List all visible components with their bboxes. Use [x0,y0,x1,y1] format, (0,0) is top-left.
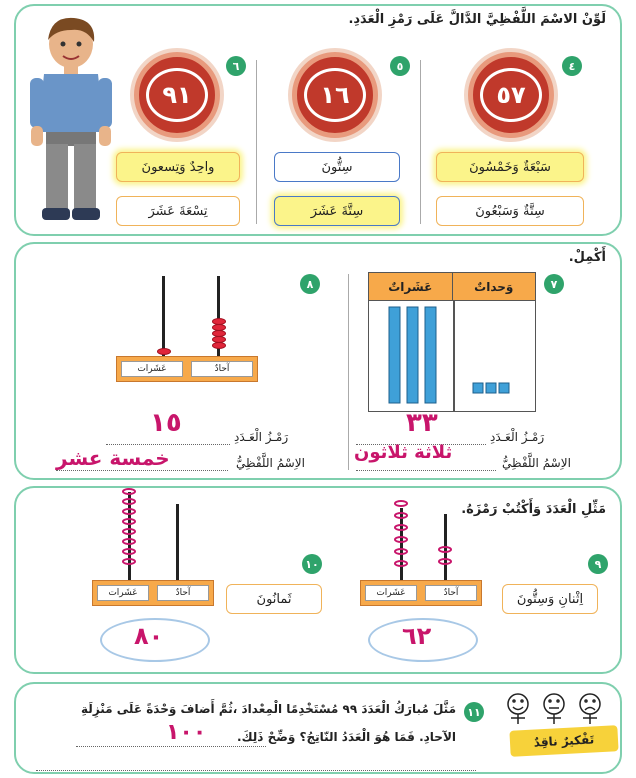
word-62: اِثْنانِ وَسِتُّونَ [502,584,598,614]
option-57-wrong[interactable]: سِتَّةٌ وَسَبْعُونَ [436,196,584,226]
name-label-7: الاِسْمُ اللَّفْظِيُّ [502,456,571,470]
bead [394,548,408,555]
option-57-correct[interactable]: سَبْعَةٌ وَخَمْسُونَ [436,152,584,182]
number-circle-91 [134,52,220,138]
abacus-rod-tens [162,276,165,356]
bead [438,558,452,565]
abacus-base [360,580,482,606]
section-complete [14,242,622,480]
question-4-badge: ٤ [562,56,582,76]
bead [438,546,452,553]
section-represent [14,486,622,674]
bead [122,498,136,505]
question-9-badge: ٩ [588,554,608,574]
name-label-8: الاِسْمُ اللَّفْظِيُّ [236,456,305,470]
name-line-7 [356,470,496,471]
abacus-base [92,580,214,606]
bead [394,512,408,519]
bead [394,524,408,531]
bead [122,528,136,535]
base-ten-blocks [369,301,535,411]
question-6-badge: ٦ [226,56,246,76]
abacus-tens-label: عَشَرات [121,361,183,377]
abacus-rod-units [176,504,179,580]
option-16-wrong[interactable]: سِتُّونَ [274,152,400,182]
number-16: ١٦ [304,68,366,122]
answer-9: ٦٢ [402,622,432,650]
number-57: ٥٧ [480,68,542,122]
answer-10: ٨٠ [134,622,164,650]
section2-instruction: أَكْمِلْ. [568,250,606,265]
answer-line-11b [36,770,476,771]
bead [394,536,408,543]
bead [212,342,226,349]
question-7-badge: ٧ [544,274,564,294]
number-circle-57 [468,52,554,138]
name-line-8 [56,470,228,471]
bead [394,560,408,567]
bead [122,558,136,565]
abacus-units-label: آحادٌ [191,361,253,377]
question-5-badge: ٥ [390,56,410,76]
bead [122,488,136,495]
section-critical-thinking [14,682,622,774]
abacus-rod-tens [128,492,131,580]
section3-instruction: مَثِّلِ الْعَدَدَ وَأَكْتُبْ رَمْزَهُ. [461,502,606,517]
answer-symbol-7: ٣٣ [406,408,438,438]
divider [420,60,421,224]
header-units: وَحداتٌ [474,279,514,294]
bead [122,518,136,525]
symbol-label-7: رَمْـزُ الْعَـدَدِ [490,430,545,444]
option-91-correct[interactable]: واحِدٌ وَتِسعونَ [116,152,240,182]
abacus-tens-label: عَشَرات [365,585,417,601]
word-80: ثَمانُونَ [226,584,322,614]
question-8-badge: ٨ [300,274,320,294]
boy-illustration [26,12,116,232]
question-11-line1: مَثَّلَ مُبارَكُ الْعَدَدَ ٩٩ مُسْتَخْدِمًا الْمِعْدادَ ،ثُمَّ أَضافَ وَحْدَةً عَلَى مَنْزِلَةِ [81,702,456,716]
answer-name-8: خمسة عشر [56,446,170,470]
question-11-badge: ١١ [464,702,484,722]
divider [256,60,257,224]
bead [394,500,408,507]
abacus-tens-label: عَشَرات [97,585,149,601]
table-header [369,273,535,301]
section-color-name [14,4,622,236]
place-value-table [368,272,536,412]
abacus-units-label: آحادٌ [157,585,209,601]
option-91-wrong[interactable]: تِسْعَةَ عَشَرَ [116,196,240,226]
bead [122,508,136,515]
bead [122,538,136,545]
question-11-line2: الآحادِ. فَمَا هُوَ الْعَدَدُ النّاتِجُ؟ وَضِّحْ ذَلِكَ. [237,730,456,744]
question-10-badge: ١٠ [302,554,322,574]
symbol-line-8 [106,444,230,445]
divider [348,274,349,470]
section1-instruction: لَوِّنْ الاسْمَ اللَّفْظِيَّ الدَّالَّ عَلَى رَمْزِ الْعَدَدِ. [348,12,606,27]
thinking-faces-icon [502,688,614,728]
option-16-correct[interactable]: سِتَّةَ عَشَرَ [274,196,400,226]
answer-11: ١٠٠ [166,720,207,745]
abacus-base [116,356,258,382]
header-tens: عَشَراتٌ [369,273,453,300]
number-circle-16 [292,52,378,138]
abacus-units-label: آحادٌ [425,585,477,601]
bead [122,548,136,555]
answer-symbol-8: ١٥ [150,408,182,438]
bead [157,348,171,355]
symbol-label-8: رَمْـزُ الْعَـدَدِ [234,430,289,444]
answer-name-7: ثلاثة ثلاثون [354,442,453,463]
answer-line-11 [76,746,266,747]
number-91: ٩١ [146,68,208,122]
critical-thinking-tag: تَفْكيرٌ ناقِدٌ [509,725,618,757]
